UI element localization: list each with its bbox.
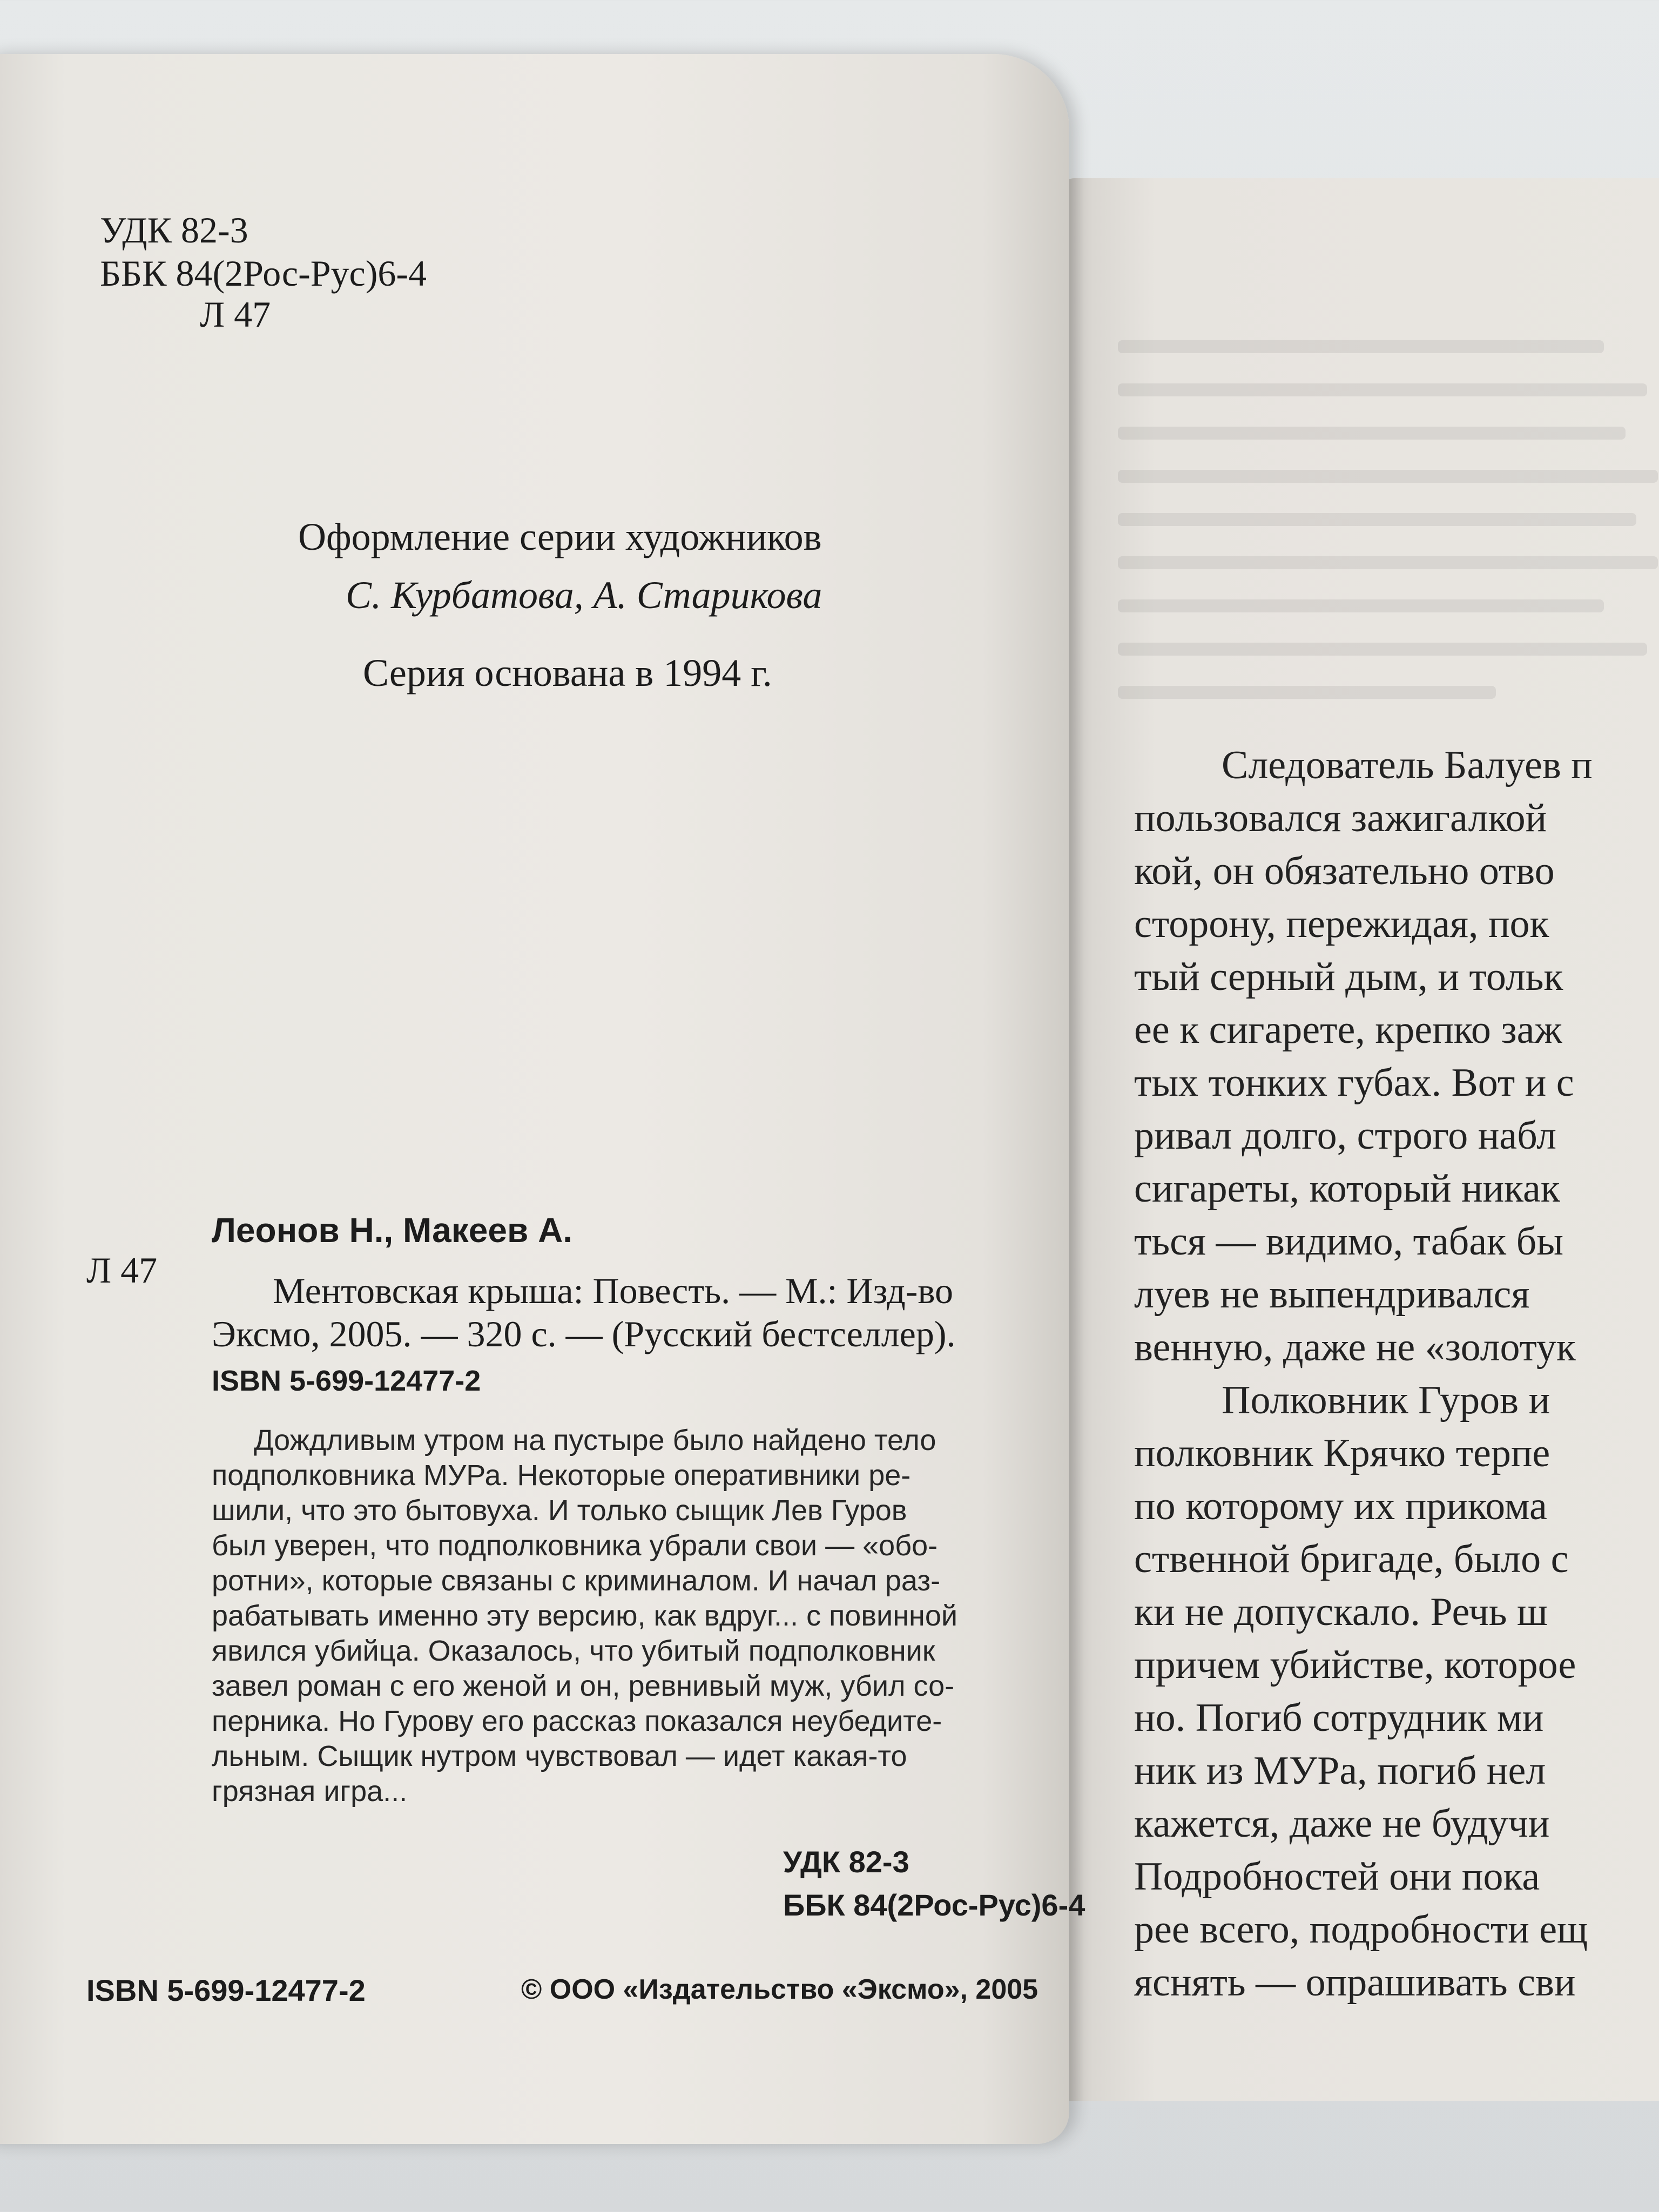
bleed-through-text [1118, 556, 1658, 569]
right-page-line: но. Погиб сотрудник ми [1134, 1696, 1544, 1740]
bleed-through-text [1118, 470, 1658, 483]
annotation-line: завел роман с его женой и он, ревнивый муж, убил со- [212, 1670, 955, 1702]
annotation-line: был уверен, что подполковника убрали свои — «обо- [212, 1529, 938, 1562]
entry-mark: Л 47 [86, 1250, 158, 1291]
title-line-1: Ментовская крыша: Повесть. — М.: Изд-во [273, 1270, 954, 1311]
annotation-line: подполковника МУРа. Некоторые оперативники ре- [212, 1459, 911, 1492]
authors: Леонов Н., Макеев А. [212, 1211, 573, 1250]
right-page-line: ривал долго, строго набл [1134, 1114, 1556, 1158]
right-page-line: по которому их прикома [1134, 1484, 1547, 1528]
right-page-line: луев не выпендривался [1134, 1272, 1530, 1317]
right-page-line: ственной бригаде, было с [1134, 1537, 1569, 1581]
right-page-line: сторону, пережидая, пок [1134, 902, 1549, 946]
right-page-line: пользовался зажигалкой [1134, 796, 1547, 840]
right-page-line: яснять — опрашивать сви [1134, 1960, 1576, 2005]
annotation-line: перника. Но Гурову его рассказ показался неубедите- [212, 1705, 942, 1737]
right-page-line: ться — видимо, табак бы [1134, 1219, 1563, 1264]
right-page-line: причем убийстве, которое [1134, 1643, 1576, 1687]
series-founded: Серия основана в 1994 г. [363, 651, 772, 694]
right-page-line: кажется, даже не будучи [1134, 1802, 1550, 1846]
right-page-line: ки не допускало. Речь ш [1134, 1590, 1548, 1634]
isbn-footer: ISBN 5-699-12477-2 [86, 1973, 366, 2007]
right-page-line: ник из МУРа, погиб нел [1134, 1749, 1546, 1793]
annotation-line: грязная игра... [212, 1775, 408, 1808]
bbk-code-bottom: ББК 84(2Рос-Рус)6-4 [783, 1888, 1085, 1922]
annotation-line: явился убийца. Оказалось, что убитый подполковник [212, 1635, 935, 1667]
right-page-line: кой, он обязательно отво [1134, 849, 1555, 893]
annotation-line: шили, что это бытовуха. И только сыщик Лев Гуров [212, 1494, 907, 1527]
right-page-line: Полковник Гуров и [1222, 1378, 1550, 1422]
bleed-through-text [1118, 643, 1647, 656]
title-line-2: Эксмо, 2005. — 320 с. — (Русский бестселлер). [212, 1313, 956, 1354]
bbk-code: ББК 84(2Рос-Рус)6-4 [100, 253, 427, 294]
right-page-line: венную, даже не «золотук [1134, 1325, 1576, 1370]
right-page-line: рее всего, подробности ещ [1134, 1907, 1588, 1952]
isbn: ISBN 5-699-12477-2 [212, 1365, 481, 1397]
annotation-line: Дождливым утром на пустыре было найдено тело [254, 1424, 936, 1456]
bleed-through-text [1118, 686, 1496, 699]
bleed-through-text [1118, 513, 1636, 526]
bleed-through-text [1118, 383, 1647, 396]
bleed-through-text [1118, 340, 1604, 353]
series-design-label: Оформление серии художников [298, 515, 822, 558]
right-page-line: сигареты, который никак [1134, 1166, 1560, 1211]
annotation-line: ротни», которые связаны с криминалом. И начал раз- [212, 1564, 941, 1597]
bleed-through-text [1118, 599, 1604, 612]
right-page-line: тый серный дым, и тольк [1134, 955, 1563, 999]
right-page-line: полковник Крячко терпе [1134, 1431, 1550, 1475]
copyright: © ООО «Издательство «Эксмо», 2005 [521, 1974, 1038, 2005]
bleed-through-text [1118, 427, 1626, 440]
left-page [0, 54, 1069, 2144]
right-page-line: тых тонких губах. Вот и с [1134, 1061, 1574, 1105]
annotation-line: льным. Сыщик нутром чувствовал — идет какая-то [212, 1740, 907, 1772]
right-page-line: Следователь Балуев п [1222, 743, 1593, 787]
udk-code: УДК 82-3 [100, 210, 248, 251]
udk-code-bottom: УДК 82-3 [783, 1845, 909, 1879]
right-page-line: Подробностей они пока [1134, 1854, 1540, 1899]
series-artists: С. Курбатова, А. Старикова [346, 574, 822, 617]
annotation-line: рабатывать именно эту версию, как вдруг... с повинной [212, 1600, 958, 1632]
author-mark: Л 47 [200, 294, 271, 335]
right-page-line: ее к сигарете, крепко заж [1134, 1008, 1562, 1052]
bleed-through-cover-print [43, 745, 972, 1231]
